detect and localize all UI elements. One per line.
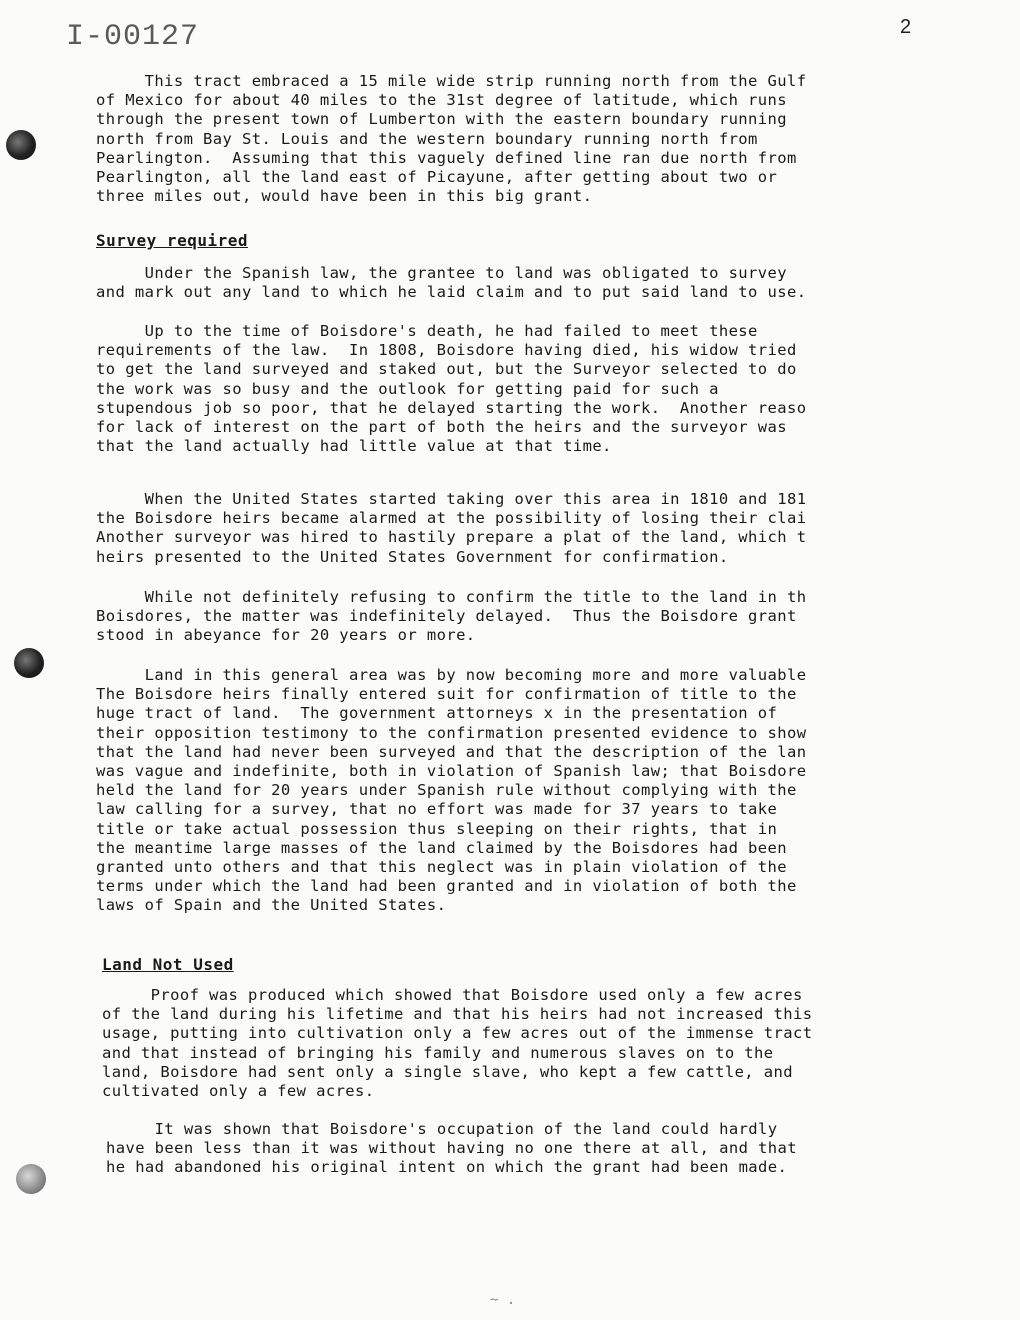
paragraph-boisdore-death: Up to the time of Boisdore's death, he had failed to meet these requirements of the law. In 1808, Boisdore having died, his widow tried to get the land surveyed and staked out, but the Surveyor selected to do the work was so busy and the outlook for getting paid for such a stupendous job so poor, that he delayed starting the work. Another reaso for lack of interest on the part of both the heirs and the surveyor was that the land actually had little value at that time.: [96, 322, 807, 456]
scan-smudge-icon: ~ .: [490, 1292, 516, 1308]
page-number: 2: [900, 16, 912, 38]
paragraph-spanish-law: Under the Spanish law, the grantee to land was obligated to survey and mark out any land to which he laid claim and to put said land to use.: [96, 264, 807, 302]
paragraph-tract: This tract embraced a 15 mile wide strip running north from the Gulf of Mexico for about 40 miles to the 31st degree of latitude, which runs through the present town of Lumberton with the eastern boundary running north from Bay St. Louis and the western boundary running north from Pearlington. Assuming that this vaguely defined line ran due north from Pearlington, all the land east of Picayune, after getting about two or three miles out, would have been in this big grant.: [96, 72, 807, 206]
heading-survey-required: Survey required: [96, 231, 248, 250]
paragraph-occupation: It was shown that Boisdore's occupation of the land could hardly have been less than it was without having no one there at all, and that he had abandoned his original intent on which the grant had been made.: [106, 1120, 797, 1177]
paragraph-proof: Proof was produced which showed that Boisdore used only a few acres of the land during his lifetime and that his heirs had not increased this usage, putting into cultivation only a few acres out of the immense tract and that instead of bringing his family and numerous slaves on to the land, Boisdore had sent only a single slave, who kept a few cattle, and cultivated only a few acres.: [102, 986, 813, 1101]
paragraph-suit: Land in this general area was by now becoming more and more valuable The Boisdore heirs finally entered suit for confirmation of title to the huge tract of land. The government attorneys x in the presentation of their opposition testimony to the confirmation presented evidence to show that the land had never been surveyed and that the description of the lan was vague and indefinite, both in violation of Spanish law; that Boisdore held the land for 20 years under Spanish rule without complying with the law calling for a survey, that no effort was made for 37 years to take title or take actual possession thus sleeping on their rights, that in the meantime large masses of the land claimed by the Boisdores had been granted unto others and that this neglect was in plain violation of the terms under which the land had been granted and in violation of both the laws of Spain and the United States.: [96, 666, 807, 915]
binder-hole-icon: [14, 648, 44, 678]
paragraph-united-states: When the United States started taking over this area in 1810 and 181 the Boisdore heirs became alarmed at the possibility of losing their clai Another surveyor was hired to hastily prepare a plat of the land, which t heirs presented to the United States Government for confirmation.: [96, 490, 807, 566]
heading-land-not-used: Land Not Used: [102, 955, 234, 974]
document-id-stamp: I-00127: [66, 20, 200, 54]
binder-hole-icon: [6, 130, 36, 160]
paragraph-confirmation-delayed: While not definitely refusing to confirm the title to the land in th Boisdores, the matter was indefinitely delayed. Thus the Boisdore grant stood in abeyance for 20 years or more.: [96, 588, 807, 645]
binder-hole-icon: [16, 1164, 46, 1194]
